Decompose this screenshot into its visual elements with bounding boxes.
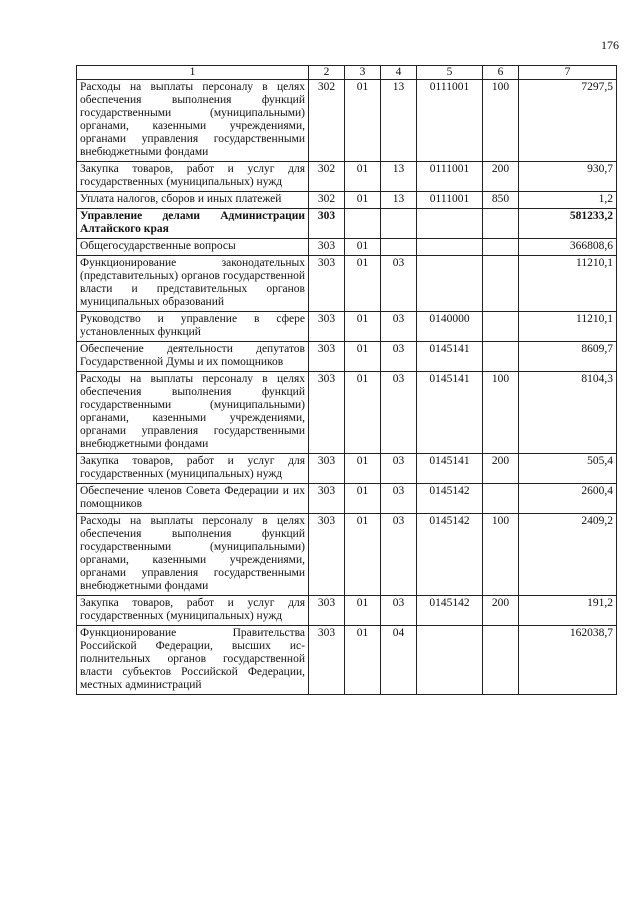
cell-ministry-code: 303 (309, 312, 345, 342)
header-col-7: 7 (519, 66, 617, 80)
cell-amount: 366808,6 (519, 239, 617, 256)
cell-target-code (417, 626, 483, 695)
row-name: Закупка товаров, работ и услуг для государственных (муниципальных) нужд (77, 454, 309, 484)
cell-amount: 2409,2 (519, 514, 617, 596)
cell-expense-type-code (483, 312, 519, 342)
row-name: Расходы на выплаты персоналу в целях обеспечения выполнения функций государственными (муниципальными) органами, казенными учреждениями, органами управления государственными внебюджетными фондами (77, 372, 309, 454)
cell-section-code: 01 (345, 596, 381, 626)
cell-expense-type-code (483, 626, 519, 695)
cell-expense-type-code: 100 (483, 80, 519, 162)
cell-section-code: 01 (345, 372, 381, 454)
row-name: Функционирование законодательных (представительных) органов государственной власти и представительных органов муниципальных образований (77, 256, 309, 312)
cell-amount: 8104,3 (519, 372, 617, 454)
row-name: Закупка товаров, работ и услуг для государственных (муниципальных) нужд (77, 596, 309, 626)
cell-expense-type-code (483, 342, 519, 372)
cell-amount: 581233,2 (519, 209, 617, 239)
cell-subsection-code (381, 239, 417, 256)
row-name: Закупка товаров, работ и услуг для государственных (муниципальных) нужд (77, 162, 309, 192)
header-col-3: 3 (345, 66, 381, 80)
cell-expense-type-code: 200 (483, 596, 519, 626)
row-name: Руководство и управление в сфере установленных функций (77, 312, 309, 342)
cell-section-code: 01 (345, 239, 381, 256)
table-row (77, 239, 617, 256)
cell-amount: 2600,4 (519, 484, 617, 514)
table-row (77, 596, 617, 626)
table-row (77, 342, 617, 372)
cell-ministry-code: 303 (309, 484, 345, 514)
cell-target-code (417, 209, 483, 239)
table-row (77, 209, 617, 239)
cell-expense-type-code (483, 484, 519, 514)
table-row (77, 454, 617, 484)
table-row (77, 514, 617, 596)
cell-section-code: 01 (345, 256, 381, 312)
cell-expense-type-code: 100 (483, 372, 519, 454)
cell-section-code: 01 (345, 312, 381, 342)
cell-target-code: 0111001 (417, 80, 483, 162)
table-row (77, 372, 617, 454)
cell-section-code: 01 (345, 626, 381, 695)
cell-subsection-code (381, 209, 417, 239)
row-name: Расходы на выплаты персоналу в целях обеспечения выполнения функций государственными (муниципальными) органами, казенными учреждениями, органами управления государственными внебюджетными фондами (77, 80, 309, 162)
table-row (77, 626, 617, 695)
cell-section-code: 01 (345, 454, 381, 484)
cell-subsection-code: 03 (381, 256, 417, 312)
cell-amount: 7297,5 (519, 80, 617, 162)
cell-ministry-code: 303 (309, 239, 345, 256)
table-row (77, 312, 617, 342)
cell-amount: 8609,7 (519, 342, 617, 372)
cell-ministry-code: 303 (309, 454, 345, 484)
cell-expense-type-code (483, 239, 519, 256)
cell-subsection-code: 13 (381, 80, 417, 162)
cell-subsection-code: 03 (381, 484, 417, 514)
cell-ministry-code: 302 (309, 80, 345, 162)
header-col-6: 6 (483, 66, 519, 80)
table-body (77, 80, 617, 695)
cell-section-code: 01 (345, 80, 381, 162)
cell-target-code: 0145141 (417, 454, 483, 484)
cell-subsection-code: 04 (381, 626, 417, 695)
cell-ministry-code: 302 (309, 162, 345, 192)
header-col-5: 5 (417, 66, 483, 80)
row-name: Обеспечение членов Совета Федерации и их помощников (77, 484, 309, 514)
cell-amount: 505,4 (519, 454, 617, 484)
row-name: Обеспечение деятельности депутатов Государственной Думы и их помощников (77, 342, 309, 372)
cell-subsection-code: 03 (381, 342, 417, 372)
cell-expense-type-code: 100 (483, 514, 519, 596)
cell-expense-type-code: 850 (483, 192, 519, 209)
cell-amount: 191,2 (519, 596, 617, 626)
cell-target-code: 0145141 (417, 342, 483, 372)
header-col-1: 1 (77, 66, 309, 80)
cell-amount: 11210,1 (519, 312, 617, 342)
cell-target-code: 0145142 (417, 514, 483, 596)
table-row (77, 192, 617, 209)
cell-target-code: 0111001 (417, 162, 483, 192)
cell-expense-type-code (483, 209, 519, 239)
header-col-4: 4 (381, 66, 417, 80)
budget-table (76, 65, 617, 695)
page-number: 176 (601, 38, 619, 52)
cell-section-code (345, 209, 381, 239)
row-name: Функционирование Правительства Российской Федерации, высших исполнительных органов государственной власти субъектов Российской Федерации, местных администраций (77, 626, 309, 695)
cell-target-code: 0145142 (417, 484, 483, 514)
table-row (77, 256, 617, 312)
cell-ministry-code: 303 (309, 596, 345, 626)
cell-amount: 1,2 (519, 192, 617, 209)
cell-target-code: 0140000 (417, 312, 483, 342)
cell-amount: 11210,1 (519, 256, 617, 312)
cell-expense-type-code: 200 (483, 454, 519, 484)
cell-ministry-code: 303 (309, 342, 345, 372)
cell-subsection-code: 03 (381, 454, 417, 484)
cell-amount: 162038,7 (519, 626, 617, 695)
table-row (77, 80, 617, 162)
cell-subsection-code: 03 (381, 312, 417, 342)
cell-section-code: 01 (345, 342, 381, 372)
cell-target-code: 0111001 (417, 192, 483, 209)
header-col-2: 2 (309, 66, 345, 80)
cell-subsection-code: 13 (381, 192, 417, 209)
cell-section-code: 01 (345, 162, 381, 192)
cell-amount: 930,7 (519, 162, 617, 192)
cell-ministry-code: 303 (309, 626, 345, 695)
cell-ministry-code: 303 (309, 372, 345, 454)
row-name: Расходы на выплаты персоналу в целях обеспечения выполнения функций государственными (муниципальными) органами, казенными учреждениями, органами управления государственными внебюджетными фондами (77, 514, 309, 596)
cell-subsection-code: 03 (381, 372, 417, 454)
cell-target-code (417, 256, 483, 312)
cell-section-code: 01 (345, 514, 381, 596)
row-name: Уплата налогов, сборов и иных платежей (77, 192, 309, 209)
table-row (77, 162, 617, 192)
row-name: Общегосударственные вопросы (77, 239, 309, 256)
table-header-row (77, 66, 617, 80)
cell-target-code: 0145141 (417, 372, 483, 454)
row-name: Управление делами Администрации Алтайского края (77, 209, 309, 239)
cell-subsection-code: 03 (381, 514, 417, 596)
cell-section-code: 01 (345, 192, 381, 209)
cell-ministry-code: 302 (309, 192, 345, 209)
cell-expense-type-code: 200 (483, 162, 519, 192)
cell-target-code: 0145142 (417, 596, 483, 626)
cell-ministry-code: 303 (309, 256, 345, 312)
table-row (77, 484, 617, 514)
cell-target-code (417, 239, 483, 256)
cell-ministry-code: 303 (309, 209, 345, 239)
cell-section-code: 01 (345, 484, 381, 514)
cell-subsection-code: 13 (381, 162, 417, 192)
cell-subsection-code: 03 (381, 596, 417, 626)
cell-ministry-code: 303 (309, 514, 345, 596)
cell-expense-type-code (483, 256, 519, 312)
